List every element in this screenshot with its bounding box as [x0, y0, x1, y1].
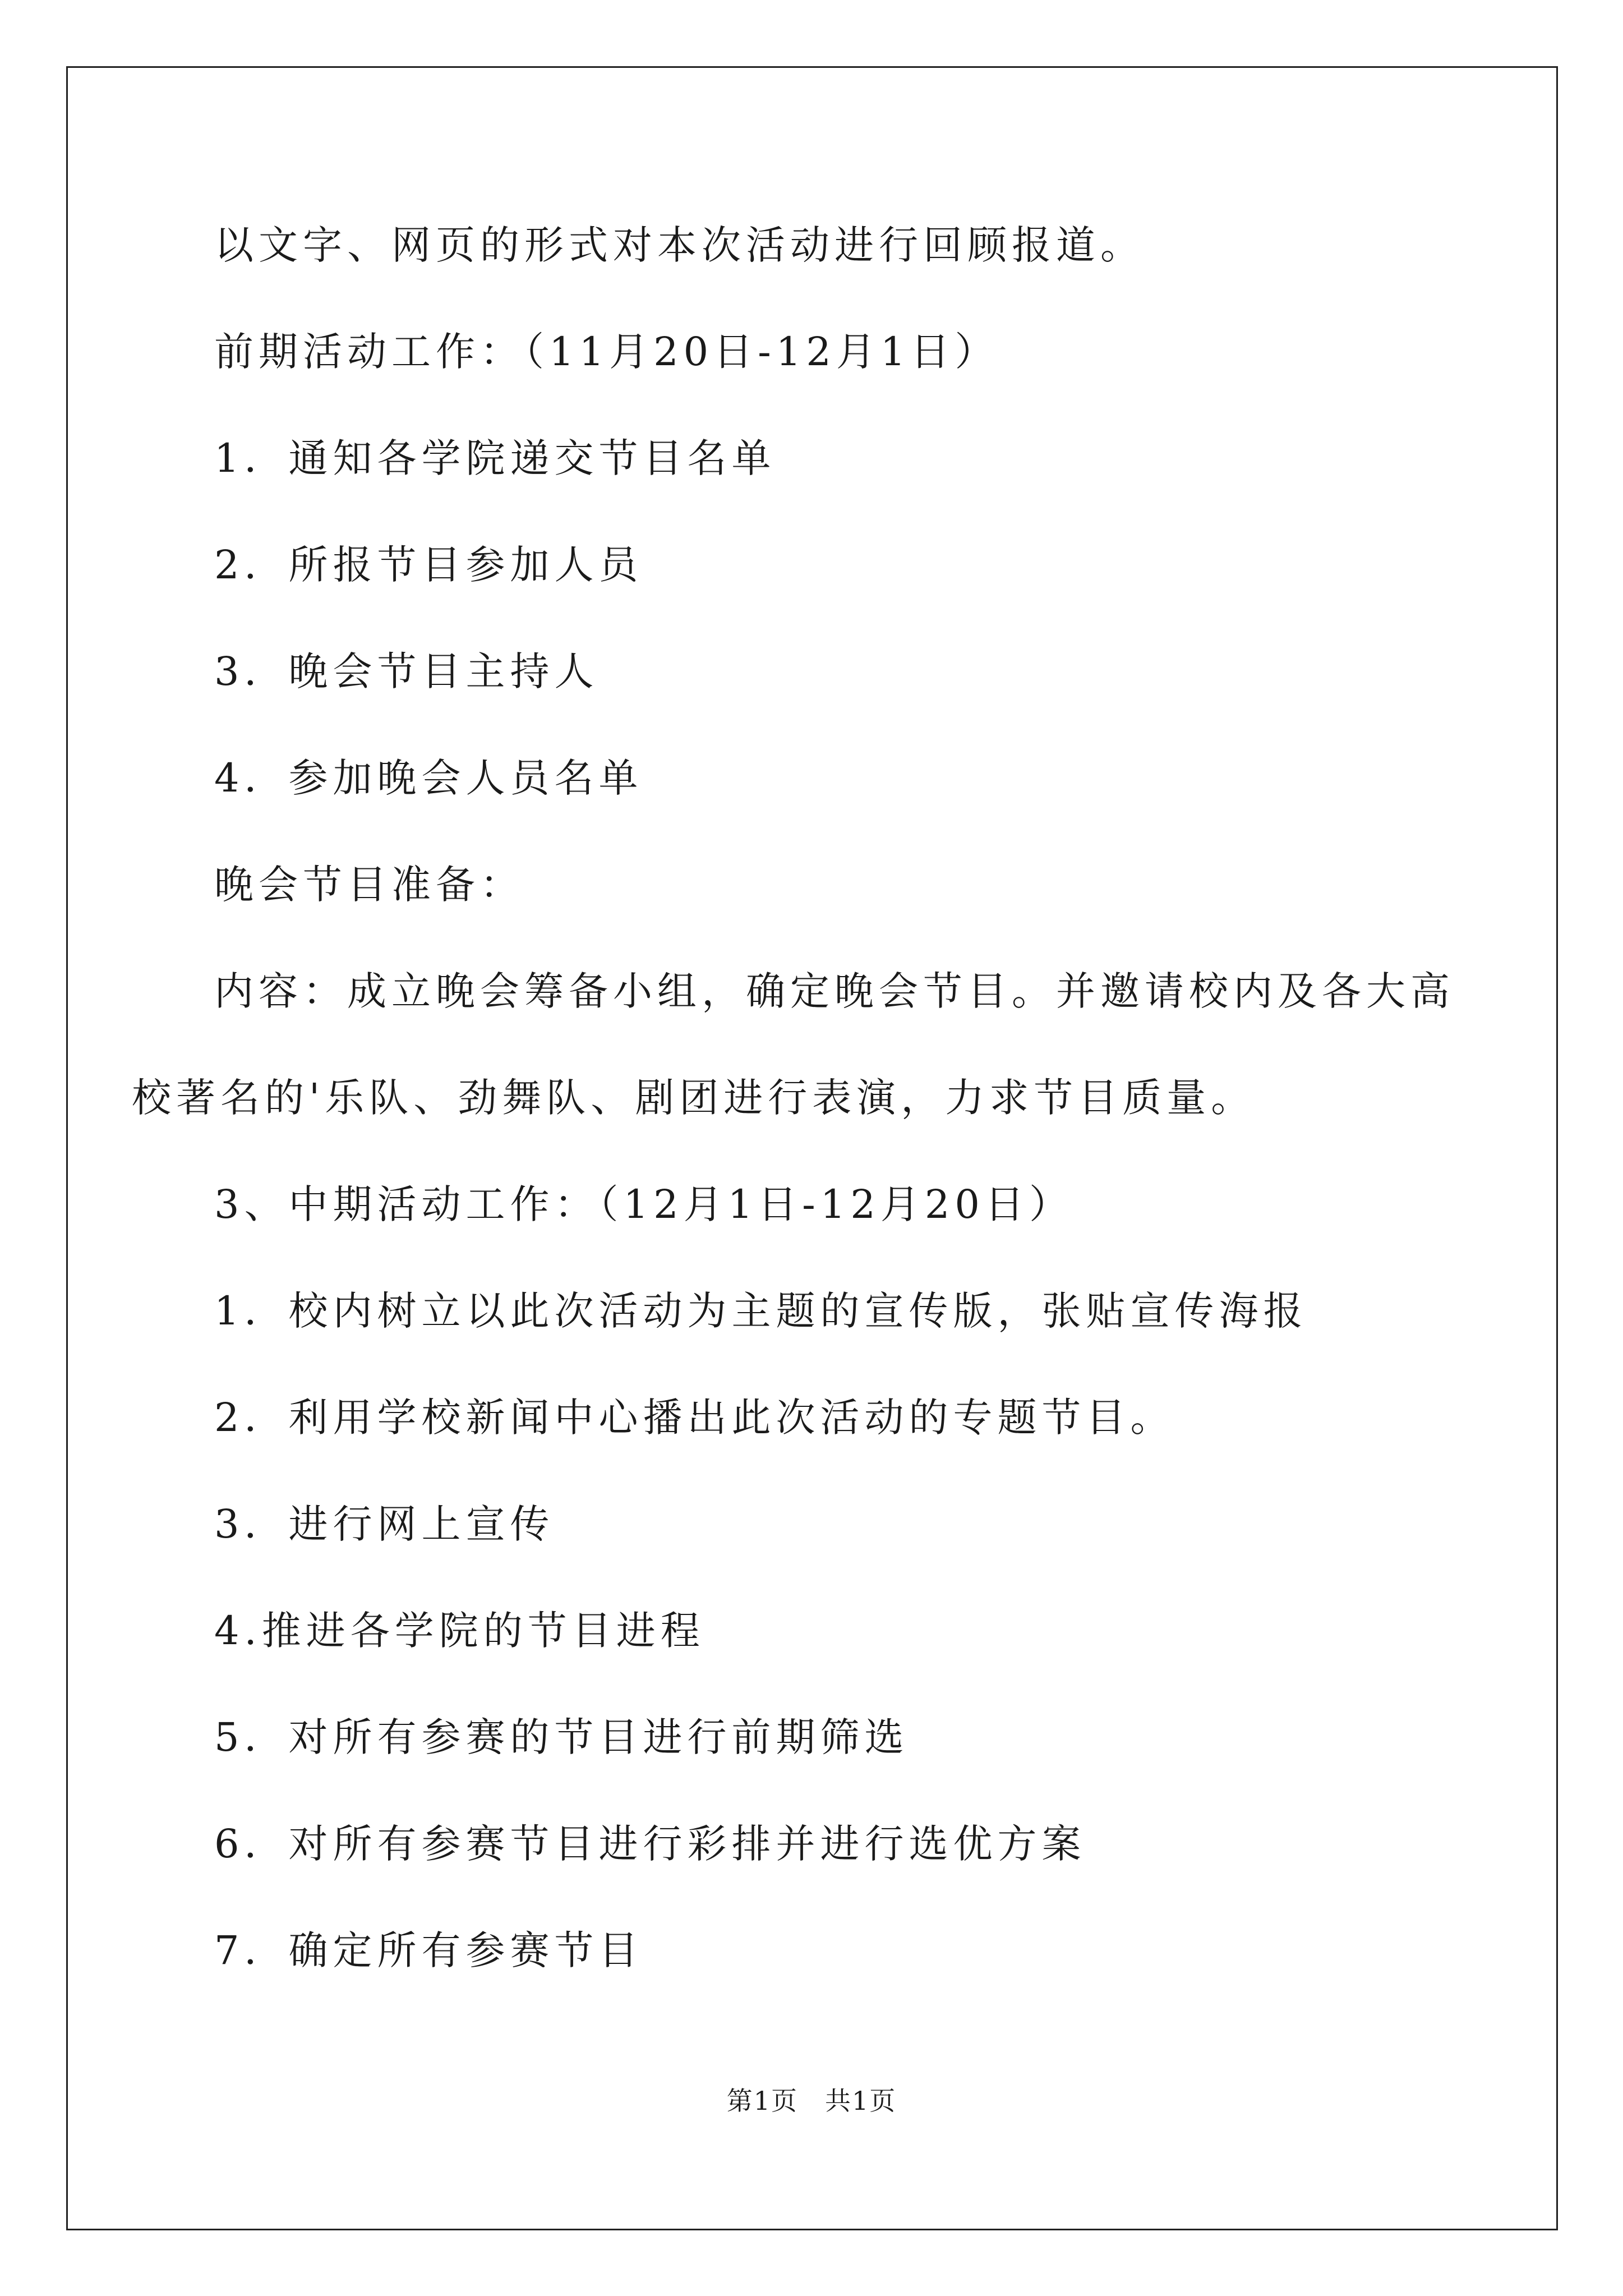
list-item: 4．参加晚会人员名单	[214, 755, 643, 801]
list-item: 5．对所有参赛的节目进行前期筛选	[214, 1714, 909, 1760]
paragraph: 前期活动工作：（11月20日-12月1日）	[214, 329, 999, 375]
list-item: 6．对所有参赛节目进行彩排并进行选优方案	[214, 1821, 1086, 1867]
paragraph: 晚会节目准备：	[214, 862, 524, 908]
list-item: 2．所报节目参加人员	[214, 542, 643, 588]
page-border	[66, 66, 1558, 2230]
list-item: 3．进行网上宣传	[214, 1501, 555, 1547]
paragraph: 以文字、网页的形式对本次活动进行回顾报道。	[214, 222, 1145, 268]
list-item: 4.推进各学院的节目进程	[214, 1608, 705, 1654]
paragraph: 3、中期活动工作：（12月1日-12月20日）	[214, 1181, 1073, 1227]
page-footer: 第1页 共1页	[726, 2086, 897, 2116]
list-item: 3．晚会节目主持人	[214, 648, 599, 694]
list-item: 2．利用学校新闻中心播出此次活动的专题节目。	[214, 1395, 1175, 1441]
list-item: 7．确定所有参赛节目	[214, 1927, 643, 1973]
paragraph-continuation: 校著名的'乐队、劲舞队、剧团进行表演，力求节目质量。	[132, 1075, 1256, 1121]
list-item: 1．通知各学院递交节目名单	[214, 435, 776, 481]
paragraph: 内容：成立晚会筹备小组，确定晚会节目。并邀请校内及各大高	[214, 968, 1455, 1014]
list-item: 1．校内树立以此次活动为主题的宣传版，张贴宣传海报	[214, 1288, 1308, 1334]
